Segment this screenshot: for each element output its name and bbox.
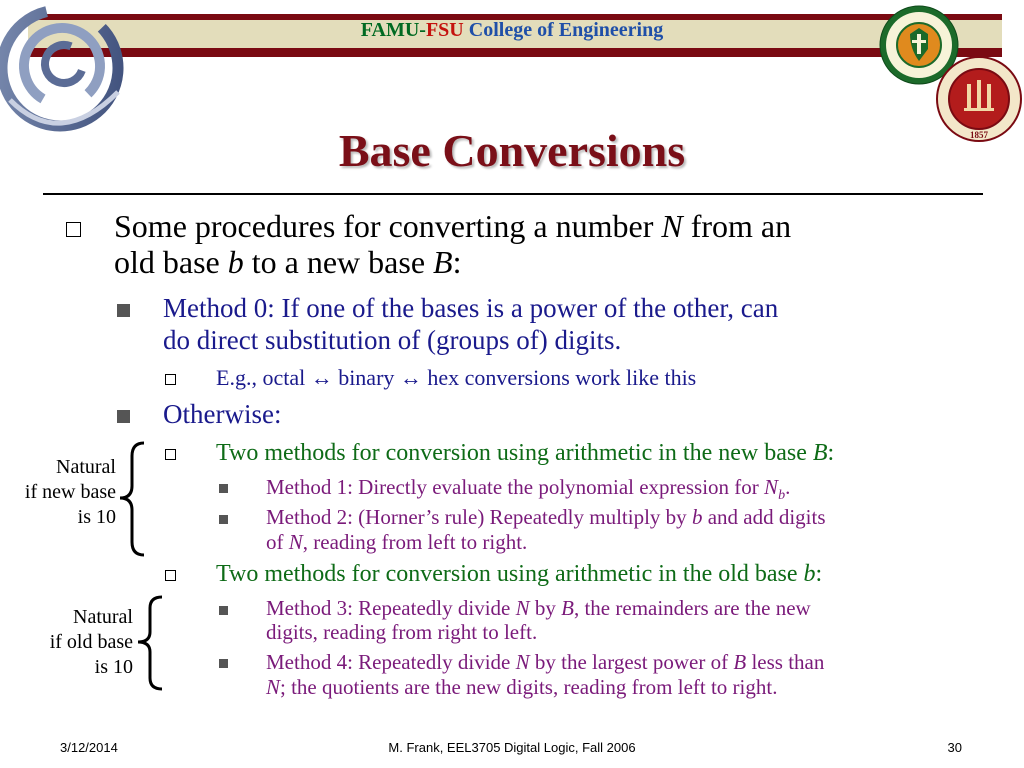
- header-famu: FAMU: [360, 19, 420, 41]
- method0-line2: do direct substitution of (groups of) digits.: [163, 325, 622, 355]
- bullet-l4-solid-square-icon: [219, 606, 228, 615]
- var-N: N: [288, 530, 303, 554]
- header-dash: -: [419, 19, 426, 41]
- brace-new-base-icon: [114, 440, 150, 558]
- bullet-l1-hollow-square-icon: [66, 222, 81, 237]
- old-base-methods: [216, 561, 822, 588]
- text-segment: Two methods for conversion using arithmetic in the old base: [216, 561, 804, 587]
- bullet-l4-solid-square-icon: [219, 659, 228, 668]
- method3-line2: digits, reading from right to left.: [266, 620, 538, 644]
- text-segment: Method 1: Directly evaluate the polynomial expression for: [266, 475, 765, 499]
- bullet-l3-hollow-square-icon: [165, 374, 176, 385]
- text-segment: , the remainders are the new: [573, 596, 811, 620]
- method2-line2: [266, 530, 527, 555]
- note-line: is 10: [77, 506, 116, 528]
- note-old-base: [0, 605, 133, 680]
- method4-line1: [266, 650, 824, 675]
- var-N: N: [515, 596, 530, 620]
- text-segment: of: [266, 530, 289, 554]
- header-fsu: FSU: [425, 19, 464, 41]
- bullet-l3-hollow-square-icon: [165, 449, 176, 460]
- text-segment: from an: [682, 208, 792, 244]
- method3-line1: [266, 596, 811, 621]
- header-title: [0, 19, 1024, 42]
- var-N: N: [764, 475, 779, 499]
- text-segment: Method 2: (Horner’s rule) Repeatedly multiply by: [266, 505, 692, 529]
- text-segment: :: [815, 561, 823, 587]
- bullet-procedures-line2: [114, 244, 461, 281]
- title-divider: [43, 193, 983, 195]
- text-segment: Method 4: Repeatedly divide: [266, 650, 516, 674]
- footer-date: 3/12/2014: [60, 740, 118, 755]
- example-conversions: E.g., octal ↔ binary ↔ hex conversions work like this: [216, 365, 697, 390]
- var-B: B: [812, 440, 828, 466]
- note-new-base: [0, 455, 116, 530]
- var-b: b: [691, 505, 703, 529]
- note-line: is 10: [94, 656, 133, 678]
- bullet-l4-solid-square-icon: [219, 515, 228, 524]
- method1: [266, 475, 790, 504]
- bullet-l2-solid-square-icon: [117, 410, 130, 423]
- var-N: N: [661, 208, 683, 244]
- text-segment: by the largest power of: [529, 650, 734, 674]
- footer-course: M. Frank, EEL3705 Digital Logic, Fall 2006: [388, 740, 636, 755]
- fsu-seal-year: 1857: [970, 130, 988, 140]
- bullet-l4-solid-square-icon: [219, 484, 228, 493]
- text-segment: :: [827, 440, 835, 466]
- text-segment: to a new base: [243, 244, 434, 280]
- header-college: College of Engineering: [468, 19, 664, 41]
- note-line: Natural: [73, 606, 133, 628]
- note-line: if old base: [49, 631, 133, 653]
- text-segment: Two methods for conversion using arithmetic in the new base: [216, 440, 813, 466]
- text-segment: Some procedures for converting a number: [114, 208, 662, 244]
- brace-old-base-icon: [132, 594, 168, 692]
- note-line: if new base: [24, 481, 116, 503]
- text-segment: , reading from left to right.: [302, 530, 528, 554]
- bullet-l3-hollow-square-icon: [165, 570, 176, 581]
- text-segment: by: [529, 596, 562, 620]
- var-N: N: [266, 675, 281, 699]
- text-segment: old base: [114, 244, 228, 280]
- text-segment: and add digits: [702, 505, 826, 529]
- var-b-subscript: b: [778, 488, 786, 504]
- new-base-methods: [216, 440, 834, 467]
- text-segment: less than: [746, 650, 825, 674]
- footer-page-number: 30: [947, 740, 962, 755]
- method2-line1: [266, 505, 826, 530]
- otherwise-heading: Otherwise:: [163, 399, 282, 429]
- method4-line2: [266, 675, 777, 700]
- text-segment: ; the quotients are the new digits, reading from left to right.: [280, 675, 778, 699]
- text-segment: .: [785, 475, 791, 499]
- header-banner-bottom-stripe: [28, 48, 1002, 57]
- note-line: Natural: [56, 456, 116, 478]
- method0-line1: Method 0: If one of the bases is a power of the other, can: [163, 293, 779, 323]
- var-B: B: [561, 596, 574, 620]
- var-b: b: [803, 561, 816, 587]
- var-B: B: [433, 244, 453, 280]
- slide-title: Base Conversions: [338, 125, 686, 176]
- var-b: b: [227, 244, 244, 280]
- var-B: B: [733, 650, 747, 674]
- text-segment: Method 3: Repeatedly divide: [266, 596, 516, 620]
- var-N: N: [515, 650, 530, 674]
- bullet-l2-solid-square-icon: [117, 304, 130, 317]
- bullet-procedures-line1: [114, 208, 791, 245]
- text-segment: :: [452, 244, 462, 280]
